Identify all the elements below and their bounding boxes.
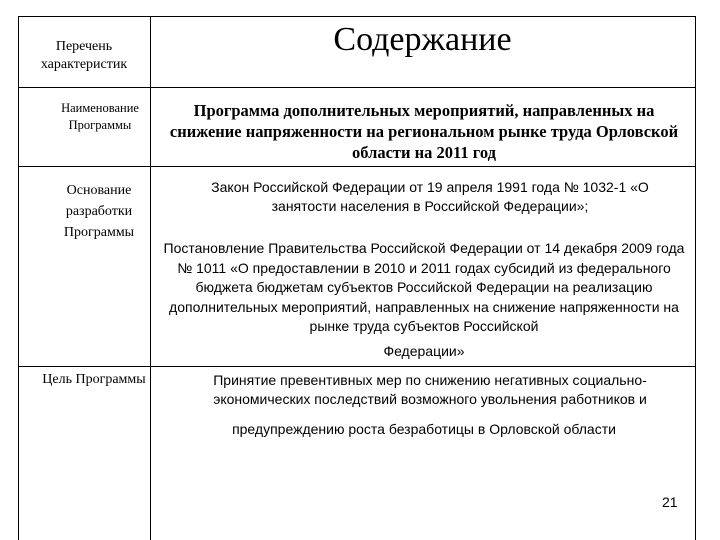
program-goal-value: Принятие превентивных мер по снижению негативных социально-экономических последствий возможного увольнения работников и <box>213 372 647 407</box>
row-divider <box>18 166 696 167</box>
row-label-program-goal: Цель Программы <box>42 372 146 387</box>
column-divider <box>150 16 151 540</box>
page-number: 21 <box>662 494 678 510</box>
column-header-characteristics: Перечень характеристик <box>40 39 128 72</box>
program-goal-value-end: предупреждению роста безработицы в Орловской области <box>232 421 616 437</box>
table-right-border <box>695 16 696 540</box>
row-divider <box>18 366 696 367</box>
program-basis-decree-end: Федерации» <box>383 343 465 359</box>
page-title: Содержание <box>333 21 512 58</box>
table-left-border <box>18 16 19 540</box>
program-name-value: Программа дополнительных мероприятий, направленных на снижение напряженности на региональном рынке труда Орловской области на 2011 год <box>169 101 679 162</box>
header-divider <box>18 87 696 88</box>
program-basis-law: Закон Российской Федерации от 19 апреля 1991 года № 1032-1 «О занятости населения в Российской Федерации»; <box>211 179 649 214</box>
program-basis-decree: Постановление Правительства Российской Федерации от 14 декабря 2009 года № 1011 «О предоставлении в 2010 и 2011 годах субсидий из федерального бюджета бюджетам субъектов Российской Федерации на реализацию дополнительных мероприятий, направленных на снижение напряженности на рынке труда субъектов Российской <box>163 240 685 334</box>
row-label-program-name: Наименование Пpограммы <box>61 101 139 132</box>
row-label-program-basis: Основание разработки Программы <box>63 183 135 240</box>
table-top-border <box>18 16 696 17</box>
